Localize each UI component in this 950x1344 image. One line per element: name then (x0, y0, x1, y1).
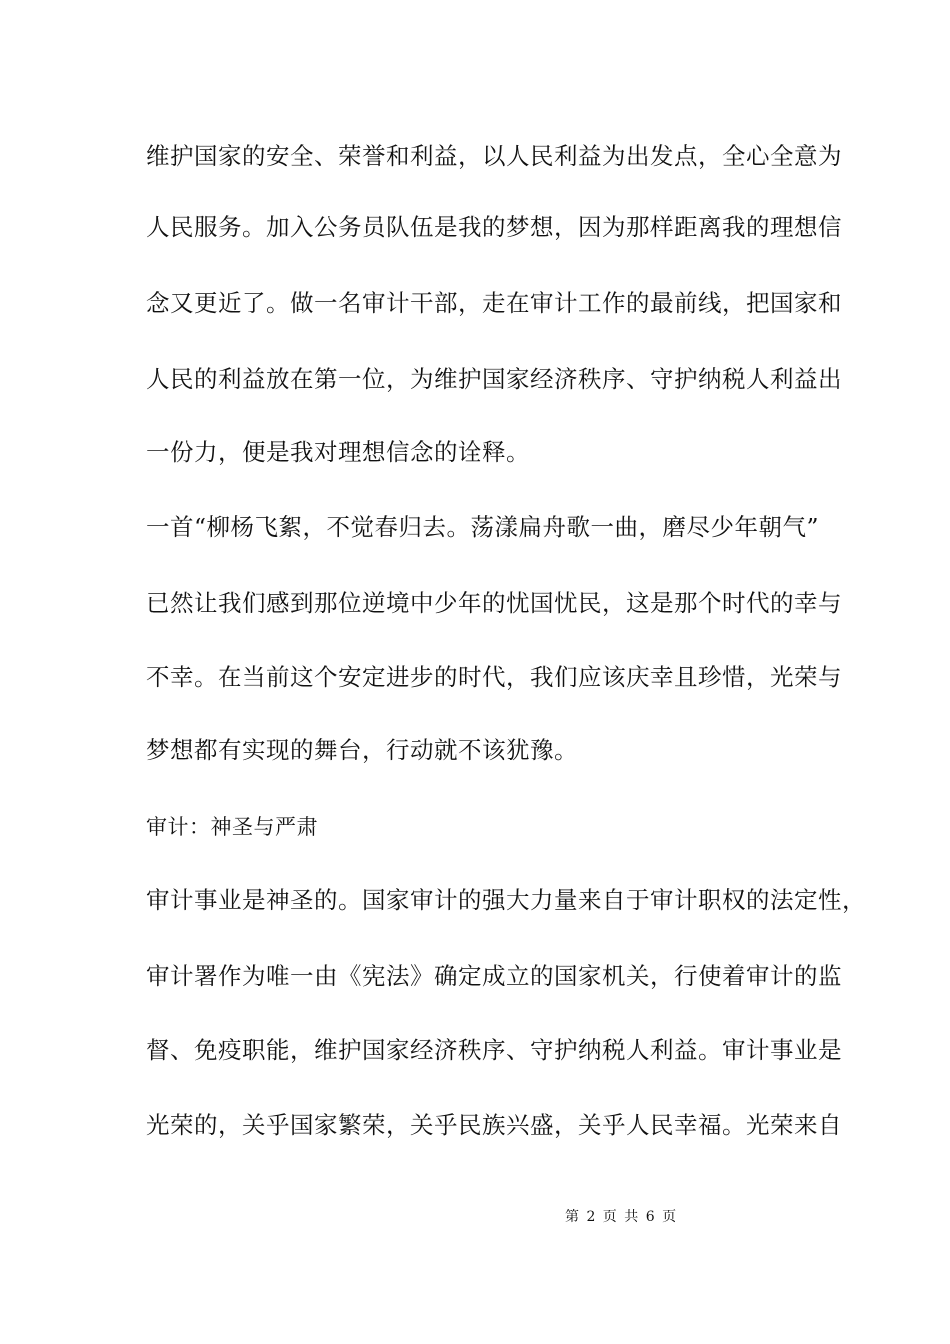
body-text-line: 已然让我们感到那位逆境中少年的忧国忧民，这是那个时代的幸与 (146, 589, 842, 617)
body-text-line: 审计事业是神圣的。国家审计的强大力量来自于审计职权的法定性， (146, 886, 866, 914)
body-text-line: 督、免疫职能，维护国家经济秩序、守护纳税人利益。审计事业是 (146, 1036, 842, 1064)
body-text-line: 人民的利益放在第一位，为维护国家经济秩序、守护纳税人利益出 (146, 365, 842, 393)
body-text-line: 一份力，便是我对理想信念的诠释。 (146, 438, 530, 466)
section-heading: 审计：神圣与严肃 (146, 815, 318, 839)
body-text-line: 维护国家的安全、荣誉和利益，以人民利益为出发点，全心全意为 (146, 142, 842, 170)
body-text-line: 梦想都有实现的舞台，行动就不该犹豫。 (146, 736, 578, 764)
body-text-line: 人民服务。加入公务员队伍是我的梦想，因为那样距离我的理想信 (146, 213, 842, 241)
body-text-line: 一首“柳杨飞絮，不觉春归去。荡漾扁舟歌一曲，磨尽少年朝气” (146, 513, 820, 541)
body-text-line: 不幸。在当前这个安定进步的时代，我们应该庆幸且珍惜，光荣与 (146, 663, 842, 691)
body-text-line: 审计署作为唯一由《宪法》确定成立的国家机关，行使着审计的监 (146, 962, 842, 990)
body-text-line: 念又更近了。做一名审计干部，走在审计工作的最前线，把国家和 (146, 289, 842, 317)
page-number-footer: 第 2 页 共 6 页 (565, 1209, 677, 1225)
body-text-line: 光荣的，关乎国家繁荣，关乎民族兴盛，关乎人民幸福。光荣来自 (146, 1111, 842, 1139)
